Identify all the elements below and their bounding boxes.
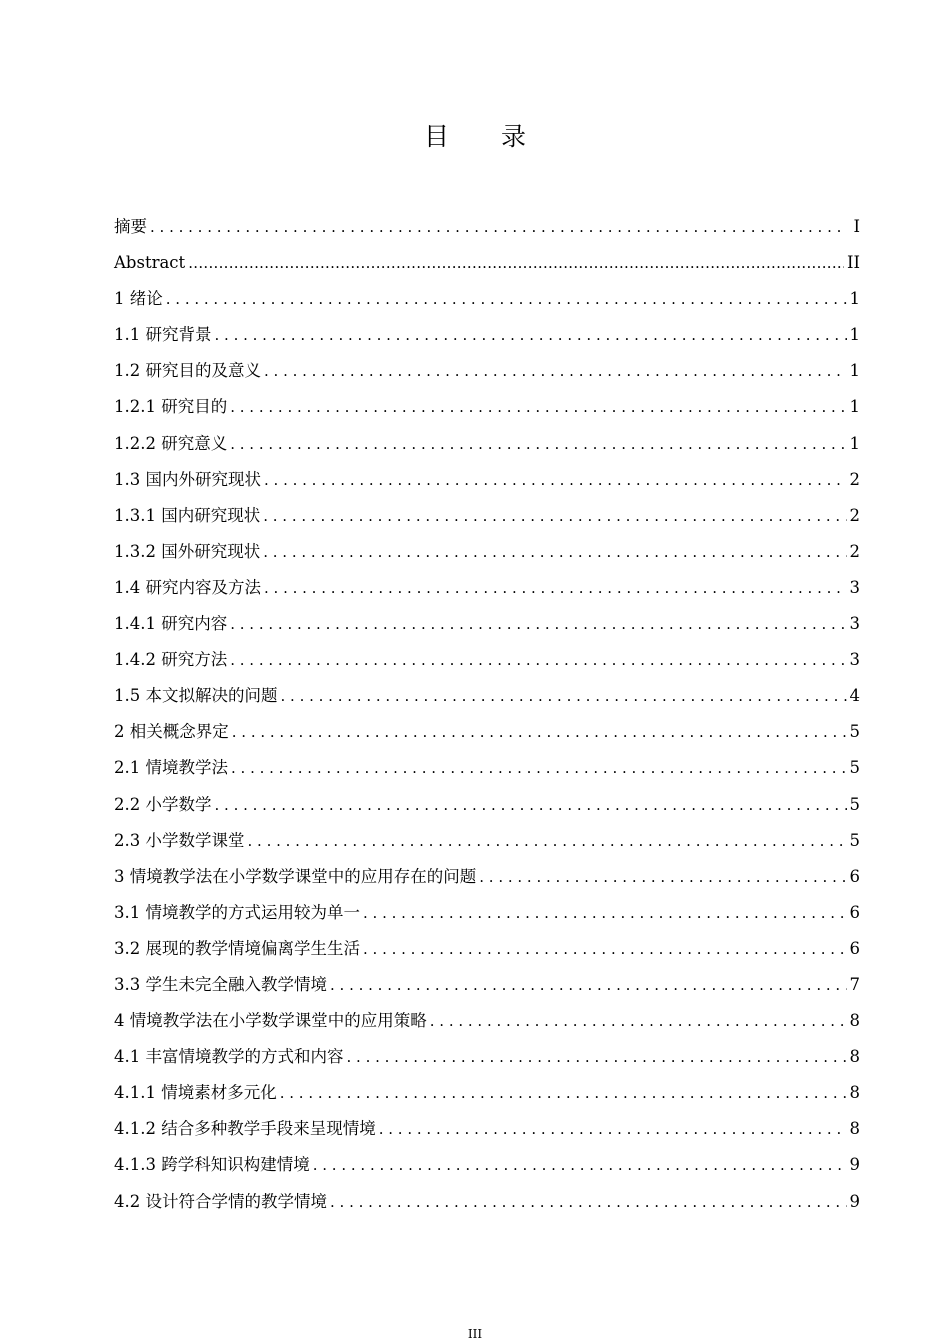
toc-entry[interactable] <box>114 823 860 859</box>
toc-entry[interactable] <box>114 498 860 534</box>
toc-entry-page-number: 8 <box>849 1047 860 1067</box>
toc-dot-leader <box>150 209 847 245</box>
toc-entry[interactable] <box>114 895 860 931</box>
toc-entry[interactable] <box>114 750 860 786</box>
toc-entry-page-number: 3 <box>849 650 860 670</box>
toc-entry-page-number: 7 <box>849 974 860 994</box>
toc-entry[interactable] <box>114 353 860 389</box>
toc-dot-leader <box>330 1184 847 1220</box>
toc-entry-label: 4.1.3 跨学科知识构建情境 <box>114 1155 310 1175</box>
toc-entry-label: 4 情境教学法在小学数学课堂中的应用策略 <box>114 1011 427 1031</box>
toc-entry-label: 4.1.2 结合多种教学手段来呈现情境 <box>114 1119 376 1139</box>
toc-dot-leader <box>166 281 847 317</box>
toc-dot-leader <box>479 859 846 895</box>
toc-entry-label: 2.2 小学数学 <box>114 794 212 814</box>
toc-dot-leader <box>215 317 847 353</box>
toc-dot-leader <box>347 1039 847 1075</box>
toc-entry[interactable] <box>114 1147 860 1183</box>
toc-entry-label: 4.2 设计符合学情的教学情境 <box>114 1191 327 1211</box>
toc-dot-leader <box>330 967 847 1003</box>
toc-entry-page-number: I <box>853 217 860 236</box>
toc-entry-label: 2 相关概念界定 <box>114 722 229 742</box>
toc-entry-page-number: 5 <box>849 830 860 850</box>
toc-entry-label: 2.1 情境教学法 <box>114 758 228 778</box>
toc-dot-leader <box>379 1111 847 1147</box>
page-title: 目 录 <box>424 122 548 151</box>
toc-entry-label: 1.3 国内外研究现状 <box>114 469 261 489</box>
toc-dot-leader <box>313 1147 847 1183</box>
toc-entry[interactable] <box>114 1003 860 1039</box>
toc-dot-leader <box>363 895 847 931</box>
toc-entry-label: 1.4 研究内容及方法 <box>114 577 261 597</box>
toc-entry-label: 1.5 本文拟解决的问题 <box>114 686 278 706</box>
toc-entry-page-number: 9 <box>849 1155 860 1175</box>
page-number: III <box>467 1327 483 1341</box>
toc-entry[interactable] <box>114 1075 860 1111</box>
toc-entry[interactable] <box>114 389 860 425</box>
toc-entry-page-number: 5 <box>849 794 860 814</box>
toc-entry[interactable] <box>114 642 860 678</box>
toc-entry-page-number: 2 <box>849 541 860 561</box>
toc-entry[interactable] <box>114 281 860 317</box>
toc-entry-page-number: 1 <box>849 325 860 345</box>
toc-entry-page-number: 8 <box>849 1083 860 1103</box>
toc-entry-label: 1.3.2 国外研究现状 <box>114 541 261 561</box>
toc-entry[interactable] <box>114 462 860 498</box>
toc-entry-label: 3.2 展现的教学情境偏离学生生活 <box>114 938 360 958</box>
toc-entry-page-number: 1 <box>849 433 860 453</box>
toc-entry[interactable] <box>114 1184 860 1220</box>
toc-entry[interactable] <box>114 678 860 714</box>
toc-entry[interactable] <box>114 317 860 353</box>
toc-entry-page-number: 6 <box>849 938 860 958</box>
toc-entry-page-number: 4 <box>849 686 860 706</box>
toc-entry-page-number: 3 <box>849 577 860 597</box>
toc-entry-page-number: 1 <box>849 361 860 381</box>
toc-dot-leader <box>363 931 847 967</box>
toc-entry-page-number: 8 <box>849 1119 860 1139</box>
toc-dot-leader <box>215 787 847 823</box>
toc-entry-page-number: 2 <box>849 469 860 489</box>
toc-dot-leader <box>232 714 847 750</box>
toc-entry[interactable] <box>114 426 860 462</box>
toc-dot-leader <box>230 642 846 678</box>
toc-entry[interactable] <box>114 714 860 750</box>
table-of-contents <box>114 209 860 1220</box>
toc-entry-label: 摘要 <box>114 217 147 236</box>
toc-entry[interactable] <box>114 967 860 1003</box>
toc-entry-label: 2.3 小学数学课堂 <box>114 830 245 850</box>
toc-dot-leader <box>430 1003 847 1039</box>
toc-dot-leader <box>264 353 847 389</box>
toc-entry-label: 1.4.1 研究内容 <box>114 614 228 634</box>
toc-entry[interactable] <box>114 1039 860 1075</box>
toc-entry-page-number: 9 <box>849 1191 860 1211</box>
toc-entry-page-number: 5 <box>849 758 860 778</box>
toc-entry-page-number: 6 <box>849 866 860 886</box>
toc-entry-label: Abstract <box>114 253 186 273</box>
toc-dot-leader <box>263 498 846 534</box>
toc-dot-leader <box>230 389 846 425</box>
toc-entry-page-number: 3 <box>849 614 860 634</box>
toc-entry-page-number: 5 <box>849 722 860 742</box>
toc-dot-leader <box>263 534 846 570</box>
toc-entry[interactable] <box>114 787 860 823</box>
toc-entry-label: 4.1.1 情境素材多元化 <box>114 1083 277 1103</box>
toc-entry-label: 1.2.2 研究意义 <box>114 433 228 453</box>
toc-dot-leader <box>230 606 846 642</box>
toc-entry[interactable] <box>114 209 860 245</box>
toc-entry-label: 1.2.1 研究目的 <box>114 397 228 417</box>
toc-entry-label: 1.4.2 研究方法 <box>114 650 228 670</box>
toc-entry[interactable] <box>114 931 860 967</box>
toc-entry[interactable] <box>114 859 860 895</box>
toc-dot-leader <box>280 1075 847 1111</box>
toc-entry[interactable] <box>114 1111 860 1147</box>
toc-entry-page-number: 1 <box>849 397 860 417</box>
toc-entry-page-number: II <box>846 253 860 273</box>
toc-entry-label: 3.1 情境教学的方式运用较为单一 <box>114 902 360 922</box>
toc-dot-leader <box>264 570 847 606</box>
toc-entry[interactable] <box>114 570 860 606</box>
toc-entry-page-number: 1 <box>849 289 860 309</box>
toc-entry-page-number: 2 <box>849 505 860 525</box>
toc-entry-label: 1 绪论 <box>114 289 163 309</box>
toc-dot-leader <box>188 245 844 281</box>
toc-dot-leader <box>264 462 847 498</box>
toc-dot-leader <box>281 678 847 714</box>
toc-entry[interactable] <box>114 245 860 281</box>
toc-dot-leader <box>231 750 847 786</box>
toc-entry-label: 4.1 丰富情境教学的方式和内容 <box>114 1047 344 1067</box>
toc-entry[interactable] <box>114 534 860 570</box>
toc-entry-label: 1.2 研究目的及意义 <box>114 361 261 381</box>
toc-entry-label: 1.3.1 国内研究现状 <box>114 505 261 525</box>
toc-entry-page-number: 6 <box>849 902 860 922</box>
toc-dot-leader <box>230 426 846 462</box>
toc-entry-label: 1.1 研究背景 <box>114 325 212 345</box>
toc-entry[interactable] <box>114 606 860 642</box>
toc-dot-leader <box>248 823 847 859</box>
toc-entry-page-number: 8 <box>849 1011 860 1031</box>
toc-entry-label: 3 情境教学法在小学数学课堂中的应用存在的问题 <box>114 866 477 886</box>
toc-entry-label: 3.3 学生未完全融入教学情境 <box>114 974 327 994</box>
